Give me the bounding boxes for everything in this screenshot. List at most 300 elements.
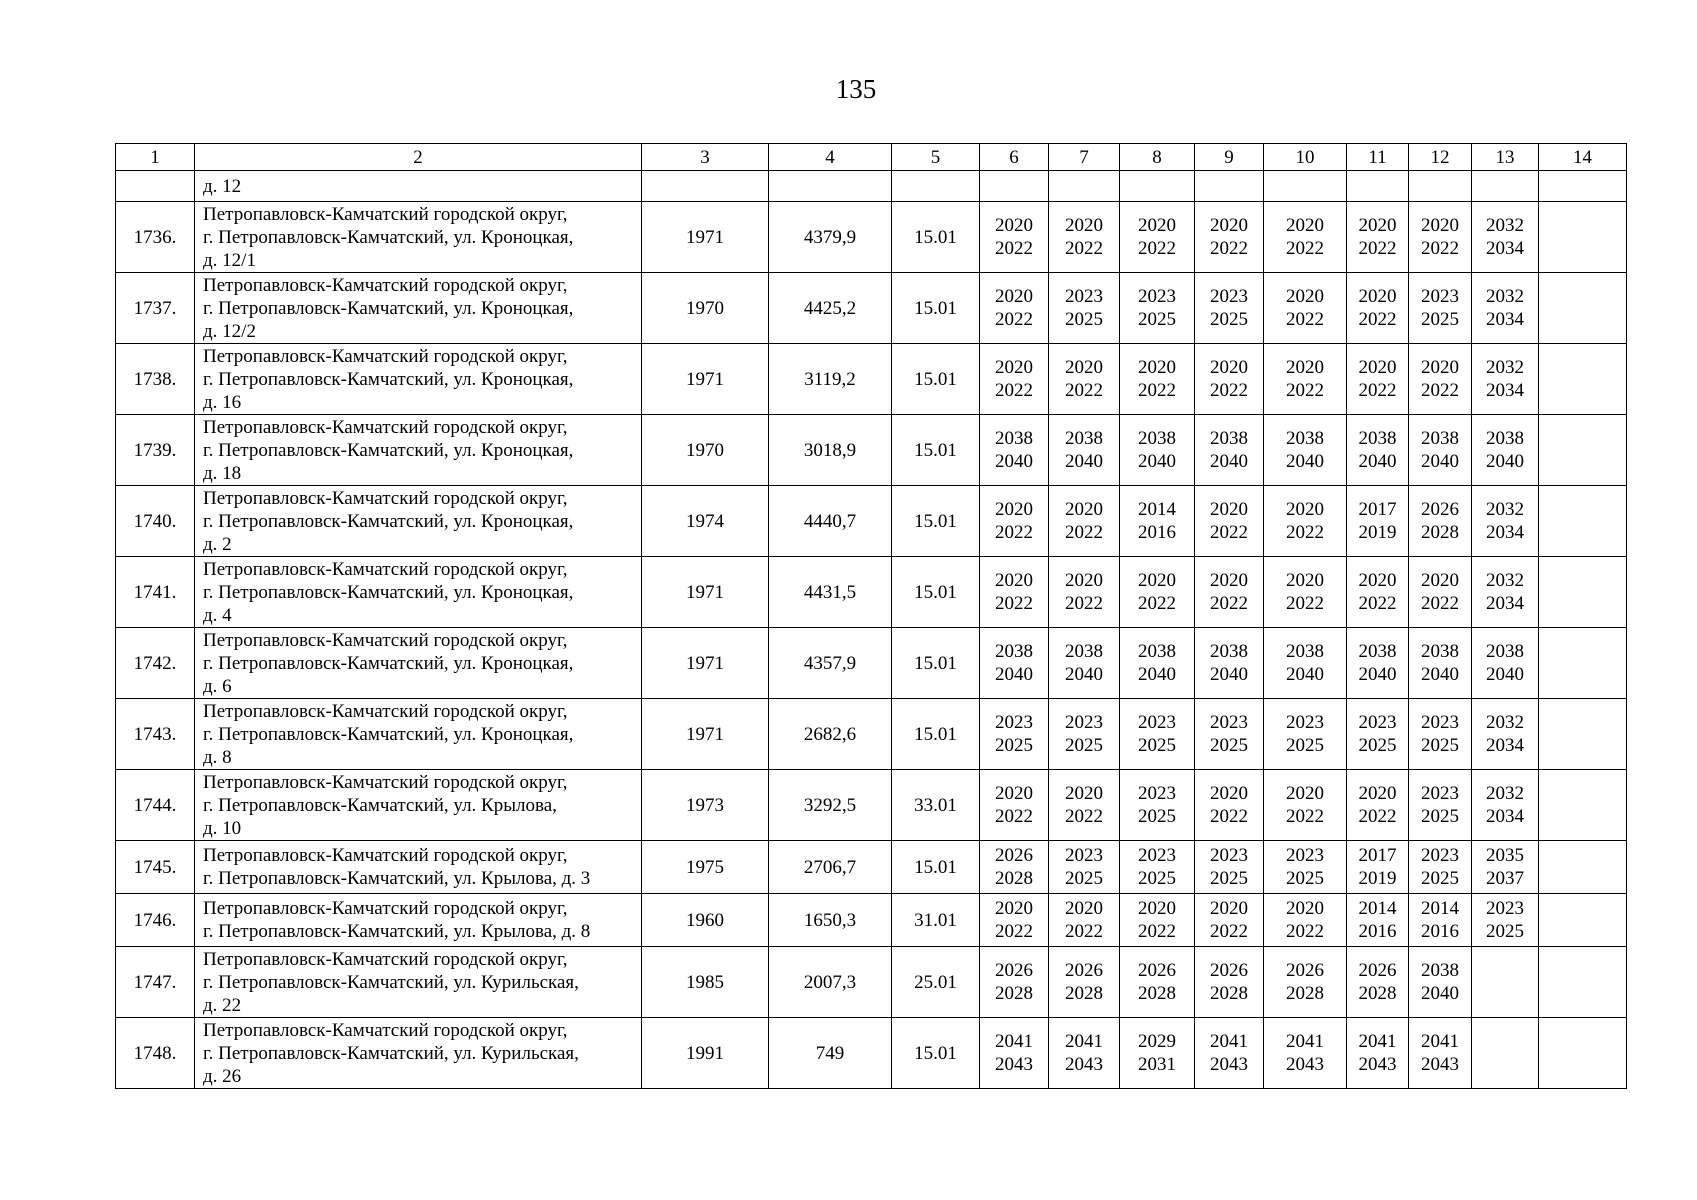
- period-end-year: 2022: [1358, 593, 1397, 614]
- period-cell: [1472, 770, 1539, 841]
- period-start-year: 2020: [1065, 898, 1103, 919]
- period-cell: [1120, 699, 1195, 770]
- empty-cell: [1347, 171, 1409, 202]
- row-number-cell: 1748.: [116, 1018, 195, 1089]
- period-cell: [1049, 415, 1120, 486]
- address-cell: [195, 415, 642, 486]
- period-cell: [1195, 273, 1264, 344]
- area-cell: 749: [769, 1018, 892, 1089]
- area-cell: 4440,7: [769, 486, 892, 557]
- period-start-year: 2020: [1286, 215, 1324, 236]
- period-cell: [1120, 486, 1195, 557]
- period-start-year: 2020: [995, 898, 1033, 919]
- period-start-year: 2020: [1358, 357, 1397, 378]
- period-end-year: 2043: [995, 1054, 1033, 1075]
- table-row: [116, 947, 1627, 1018]
- year-built-cell: 1971: [642, 557, 769, 628]
- code-cell: 15.01: [892, 628, 980, 699]
- period-cell: [980, 557, 1049, 628]
- period-cell: [1049, 202, 1120, 273]
- period-end-year: 2031: [1138, 1054, 1176, 1075]
- period-end-year: 2022: [1286, 309, 1324, 330]
- period-cell: [980, 273, 1049, 344]
- period-start-year: 2020: [1210, 783, 1248, 804]
- year-built-cell: 1975: [642, 841, 769, 894]
- row-number-cell: 1741.: [116, 557, 195, 628]
- table-row: [116, 770, 1627, 841]
- code-cell: 25.01: [892, 947, 980, 1018]
- row-number-cell: 1742.: [116, 628, 195, 699]
- period-end-year: 2022: [1421, 593, 1459, 614]
- period-end-year: 2022: [1358, 238, 1397, 259]
- address-line: д. 10: [203, 817, 242, 839]
- period-end-year: 2028: [995, 868, 1033, 889]
- period-end-year: 2028: [1286, 983, 1324, 1004]
- period-end-year: 2022: [1358, 309, 1397, 330]
- year-built-cell: 1971: [642, 344, 769, 415]
- column-header: 13: [1472, 144, 1539, 171]
- address-line: г. Петропавловск-Камчатский, ул. Кроноцкая,: [203, 439, 574, 461]
- period-start-year: 2020: [1210, 898, 1248, 919]
- period-end-year: 2043: [1358, 1054, 1397, 1075]
- period-cell: [980, 202, 1049, 273]
- period-end-year: 2037: [1486, 868, 1524, 889]
- period-start-year: 2032: [1486, 499, 1524, 520]
- period-cell: [1472, 415, 1539, 486]
- period-cell: [1539, 894, 1627, 947]
- period-cell: [1049, 841, 1120, 894]
- period-start-year: 2020: [1286, 783, 1324, 804]
- period-end-year: 2022: [1065, 806, 1103, 827]
- period-cell: [1120, 202, 1195, 273]
- address-line: Петропавловск-Камчатский городской округ,: [203, 771, 568, 793]
- code-cell: 15.01: [892, 486, 980, 557]
- period-start-year: 2020: [1210, 499, 1248, 520]
- period-cell: [980, 894, 1049, 947]
- period-end-year: 2022: [995, 806, 1033, 827]
- period-cell: [1472, 894, 1539, 947]
- period-end-year: 2022: [1210, 522, 1248, 543]
- period-end-year: 2025: [1210, 868, 1248, 889]
- period-cell: [1049, 486, 1120, 557]
- page-number: 135: [835, 74, 877, 104]
- period-start-year: 2017: [1358, 499, 1397, 520]
- period-cell: [980, 770, 1049, 841]
- row-number-cell: 1747.: [116, 947, 195, 1018]
- period-end-year: 2040: [1358, 664, 1397, 685]
- column-header: 7: [1049, 144, 1120, 171]
- period-cell: [1539, 947, 1627, 1018]
- period-cell: [1347, 486, 1409, 557]
- period-end-year: 2025: [1421, 806, 1459, 827]
- period-cell: [1264, 1018, 1347, 1089]
- period-end-year: 2022: [1358, 380, 1397, 401]
- period-end-year: 2040: [1421, 664, 1459, 685]
- period-end-year: 2040: [1421, 451, 1459, 472]
- period-end-year: 2025: [1421, 735, 1459, 756]
- period-start-year: 2041: [1065, 1031, 1103, 1052]
- address-line: Петропавловск-Камчатский городской округ,: [203, 487, 568, 509]
- period-start-year: 2020: [995, 783, 1033, 804]
- period-end-year: 2040: [1286, 451, 1324, 472]
- row-number-cell: 1744.: [116, 770, 195, 841]
- period-cell: [1472, 344, 1539, 415]
- period-start-year: 2032: [1486, 783, 1524, 804]
- period-start-year: 2023: [1065, 845, 1103, 866]
- period-end-year: 2022: [1138, 593, 1176, 614]
- address-line: г. Петропавловск-Камчатский, ул. Крылова, д. 3: [203, 868, 591, 889]
- period-end-year: 2040: [1210, 664, 1248, 685]
- period-cell: [1347, 841, 1409, 894]
- period-end-year: 2022: [995, 309, 1033, 330]
- address-line: Петропавловск-Камчатский городской округ,: [203, 948, 568, 970]
- period-start-year: 2020: [1138, 898, 1176, 919]
- period-start-year: 2035: [1486, 845, 1524, 866]
- table-row: [116, 699, 1627, 770]
- period-end-year: 2040: [1358, 451, 1397, 472]
- period-start-year: 2041: [995, 1031, 1033, 1052]
- period-cell: [1195, 947, 1264, 1018]
- period-cell: [1539, 273, 1627, 344]
- period-end-year: 2025: [995, 735, 1033, 756]
- code-cell: 31.01: [892, 894, 980, 947]
- period-start-year: 2032: [1486, 215, 1524, 236]
- period-start-year: 2038: [1210, 428, 1248, 449]
- period-cell: [1409, 628, 1472, 699]
- period-cell: [1264, 415, 1347, 486]
- period-start-year: 2023: [1421, 845, 1459, 866]
- column-header: 1: [116, 144, 195, 171]
- period-end-year: 2022: [1065, 921, 1103, 942]
- period-cell: [1049, 557, 1120, 628]
- period-cell: [1347, 344, 1409, 415]
- period-end-year: 2022: [1210, 921, 1248, 942]
- period-cell: [1409, 841, 1472, 894]
- period-end-year: 2019: [1358, 868, 1397, 889]
- period-end-year: 2025: [1421, 309, 1459, 330]
- period-cell: [1347, 628, 1409, 699]
- period-end-year: 2025: [1286, 868, 1324, 889]
- table-row: [116, 628, 1627, 699]
- period-end-year: 2040: [1286, 664, 1324, 685]
- code-cell: 33.01: [892, 770, 980, 841]
- column-header: 2: [195, 144, 642, 171]
- period-start-year: 2038: [1421, 428, 1459, 449]
- period-end-year: 2022: [995, 380, 1033, 401]
- address-line: г. Петропавловск-Камчатский, ул. Кроноцкая,: [203, 581, 574, 603]
- period-start-year: 2023: [1286, 712, 1324, 733]
- period-cell: [980, 841, 1049, 894]
- period-start-year: 2017: [1358, 845, 1397, 866]
- period-end-year: 2034: [1486, 806, 1524, 827]
- period-cell: [1120, 770, 1195, 841]
- year-built-cell: 1985: [642, 947, 769, 1018]
- period-cell: [1195, 1018, 1264, 1089]
- empty-cell: [1472, 171, 1539, 202]
- period-end-year: 2043: [1421, 1054, 1459, 1075]
- empty-cell: [980, 171, 1049, 202]
- period-end-year: 2034: [1486, 380, 1524, 401]
- period-cell: [1409, 770, 1472, 841]
- period-cell: [1539, 628, 1627, 699]
- period-start-year: 2014: [1138, 499, 1176, 520]
- address-line: д. 16: [203, 391, 242, 413]
- year-built-cell: 1973: [642, 770, 769, 841]
- column-header: 4: [769, 144, 892, 171]
- address-line: г. Петропавловск-Камчатский, ул. Кроноцкая,: [203, 723, 574, 745]
- period-end-year: 2043: [1210, 1054, 1248, 1075]
- period-start-year: 2038: [1421, 641, 1459, 662]
- table-row: [116, 557, 1627, 628]
- period-cell: [1264, 699, 1347, 770]
- address-cell: [195, 557, 642, 628]
- period-end-year: 2034: [1486, 593, 1524, 614]
- period-start-year: 2023: [1286, 845, 1324, 866]
- period-cell: [1049, 273, 1120, 344]
- code-cell: 15.01: [892, 699, 980, 770]
- period-cell: [1347, 947, 1409, 1018]
- period-cell: [1409, 894, 1472, 947]
- address-cell: [195, 947, 642, 1018]
- period-start-year: 2020: [1210, 357, 1248, 378]
- period-cell: [1409, 344, 1472, 415]
- period-start-year: 2023: [995, 712, 1033, 733]
- period-cell: [1195, 202, 1264, 273]
- period-cell: [1264, 557, 1347, 628]
- period-end-year: 2025: [1138, 868, 1176, 889]
- column-header: 10: [1264, 144, 1347, 171]
- period-end-year: 2025: [1065, 868, 1103, 889]
- period-cell: [1195, 557, 1264, 628]
- address-line: д. 4: [203, 604, 232, 626]
- area-cell: 2706,7: [769, 841, 892, 894]
- period-end-year: 2022: [1065, 593, 1103, 614]
- column-header: 9: [1195, 144, 1264, 171]
- address-line: д. 26: [203, 1065, 242, 1087]
- period-cell: [980, 344, 1049, 415]
- period-end-year: 2040: [1421, 983, 1459, 1004]
- period-start-year: 2023: [1210, 845, 1248, 866]
- area-cell: 3119,2: [769, 344, 892, 415]
- period-cell: [1409, 557, 1472, 628]
- address-line: г. Петропавловск-Камчатский, ул. Кроноцкая,: [203, 226, 574, 248]
- period-cell: [1264, 770, 1347, 841]
- period-start-year: 2020: [1065, 499, 1103, 520]
- table-row: [116, 202, 1627, 273]
- address-cell: [195, 202, 642, 273]
- area-cell: 2682,6: [769, 699, 892, 770]
- address-line: Петропавловск-Камчатский городской округ,: [203, 898, 568, 919]
- address-line: г. Петропавловск-Камчатский, ул. Кроноцкая,: [203, 652, 574, 674]
- period-end-year: 2028: [1210, 983, 1248, 1004]
- period-start-year: 2041: [1358, 1031, 1397, 1052]
- period-cell: [1195, 770, 1264, 841]
- table-row: [116, 273, 1627, 344]
- header-row: [116, 144, 1627, 171]
- column-header: 14: [1539, 144, 1627, 171]
- period-cell: [1049, 699, 1120, 770]
- period-cell: [1195, 841, 1264, 894]
- address-line: Петропавловск-Камчатский городской округ,: [203, 845, 568, 866]
- address-line: г. Петропавловск-Камчатский, ул. Кроноцкая,: [203, 510, 574, 532]
- period-cell: [1120, 344, 1195, 415]
- period-start-year: 2026: [995, 960, 1033, 981]
- period-end-year: 2016: [1421, 921, 1459, 942]
- period-cell: [1539, 415, 1627, 486]
- area-cell: 4357,9: [769, 628, 892, 699]
- empty-cell: [642, 171, 769, 202]
- period-cell: [1472, 486, 1539, 557]
- period-start-year: 2026: [1421, 499, 1459, 520]
- period-start-year: 2032: [1486, 357, 1524, 378]
- period-cell: [1409, 1018, 1472, 1089]
- period-start-year: 2041: [1421, 1031, 1459, 1052]
- period-end-year: 2022: [1210, 380, 1248, 401]
- period-cell: [1539, 1018, 1627, 1089]
- period-cell: [1195, 415, 1264, 486]
- address-cell: [195, 699, 642, 770]
- period-start-year: 2020: [995, 499, 1033, 520]
- period-end-year: 2022: [1421, 380, 1459, 401]
- period-cell: [1347, 770, 1409, 841]
- year-built-cell: 1970: [642, 273, 769, 344]
- period-cell: [1472, 699, 1539, 770]
- period-cell: [1264, 202, 1347, 273]
- period-start-year: 2038: [1486, 641, 1524, 662]
- period-start-year: 2020: [1138, 215, 1176, 236]
- address-line: г. Петропавловск-Камчатский, ул. Кроноцкая,: [203, 368, 574, 390]
- year-built-cell: 1971: [642, 699, 769, 770]
- period-start-year: 2023: [1065, 712, 1103, 733]
- period-cell: [1049, 1018, 1120, 1089]
- period-end-year: 2022: [995, 593, 1033, 614]
- period-cell: [1347, 894, 1409, 947]
- period-cell: [1472, 557, 1539, 628]
- period-cell: [1264, 841, 1347, 894]
- period-cell: [980, 1018, 1049, 1089]
- period-end-year: 2025: [1065, 309, 1103, 330]
- period-cell: [1409, 947, 1472, 1018]
- period-start-year: 2023: [1138, 783, 1176, 804]
- row-number-cell: 1736.: [116, 202, 195, 273]
- period-cell: [1347, 415, 1409, 486]
- period-end-year: 2022: [1421, 238, 1459, 259]
- period-end-year: 2040: [1486, 664, 1524, 685]
- period-start-year: 2020: [1065, 357, 1103, 378]
- period-end-year: 2022: [1286, 921, 1324, 942]
- period-start-year: 2041: [1286, 1031, 1324, 1052]
- period-start-year: 2029: [1138, 1031, 1176, 1052]
- continuation-row: [116, 171, 1627, 202]
- period-cell: [1264, 947, 1347, 1018]
- period-start-year: 2020: [1138, 357, 1176, 378]
- period-end-year: 2028: [1138, 983, 1176, 1004]
- period-end-year: 2034: [1486, 735, 1524, 756]
- period-end-year: 2022: [1358, 806, 1397, 827]
- period-cell: [1472, 202, 1539, 273]
- empty-cell: [116, 171, 195, 202]
- address-cell: [195, 628, 642, 699]
- period-end-year: 2028: [1421, 522, 1459, 543]
- period-start-year: 2020: [1286, 357, 1324, 378]
- address-cell: [195, 344, 642, 415]
- period-cell: [1120, 894, 1195, 947]
- period-end-year: 2016: [1358, 921, 1397, 942]
- period-start-year: 2020: [1358, 215, 1397, 236]
- row-number-cell: 1743.: [116, 699, 195, 770]
- period-cell: [1120, 415, 1195, 486]
- period-start-year: 2038: [1286, 641, 1324, 662]
- area-cell: 4425,2: [769, 273, 892, 344]
- address-cell: [195, 770, 642, 841]
- period-start-year: 2026: [1358, 960, 1397, 981]
- period-cell: [1472, 947, 1539, 1018]
- period-cell: [1120, 947, 1195, 1018]
- address-line: Петропавловск-Камчатский городской округ,: [203, 274, 568, 296]
- period-cell: [1049, 344, 1120, 415]
- period-start-year: 2020: [1286, 499, 1324, 520]
- period-cell: [1472, 1018, 1539, 1089]
- empty-cell: [892, 171, 980, 202]
- row-number-cell: 1737.: [116, 273, 195, 344]
- column-header: 12: [1409, 144, 1472, 171]
- address-line: Петропавловск-Камчатский городской округ,: [203, 345, 568, 367]
- address-line: д. 6: [203, 675, 232, 697]
- period-start-year: 2038: [1138, 641, 1176, 662]
- period-cell: [1195, 894, 1264, 947]
- period-cell: [1347, 273, 1409, 344]
- period-end-year: 2022: [1138, 380, 1176, 401]
- address-line: д. 8: [203, 746, 232, 768]
- year-built-cell: 1970: [642, 415, 769, 486]
- period-end-year: 2019: [1358, 522, 1397, 543]
- period-cell: [1539, 841, 1627, 894]
- period-cell: [1539, 344, 1627, 415]
- period-start-year: 2020: [1286, 898, 1324, 919]
- period-start-year: 2038: [1138, 428, 1176, 449]
- period-cell: [1264, 894, 1347, 947]
- table-row: [116, 415, 1627, 486]
- address-cell: [195, 841, 642, 894]
- period-cell: [1347, 202, 1409, 273]
- period-cell: [1409, 202, 1472, 273]
- period-cell: [980, 947, 1049, 1018]
- period-end-year: 2025: [1138, 309, 1176, 330]
- area-cell: 3018,9: [769, 415, 892, 486]
- address-line: д. 2: [203, 533, 232, 555]
- period-end-year: 2025: [1138, 735, 1176, 756]
- address-line: г. Петропавловск-Камчатский, ул. Курильская,: [203, 1042, 579, 1064]
- period-end-year: 2022: [1138, 238, 1176, 259]
- period-cell: [1539, 202, 1627, 273]
- period-start-year: 2038: [1358, 641, 1397, 662]
- period-start-year: 2023: [1210, 286, 1248, 307]
- address-line: д. 12/2: [203, 320, 256, 342]
- period-cell: [1347, 699, 1409, 770]
- period-end-year: 2022: [1286, 522, 1324, 543]
- period-start-year: 2023: [1210, 712, 1248, 733]
- column-header: 3: [642, 144, 769, 171]
- year-built-cell: 1974: [642, 486, 769, 557]
- row-number-cell: 1739.: [116, 415, 195, 486]
- period-cell: [1472, 628, 1539, 699]
- period-start-year: 2026: [1138, 960, 1176, 981]
- period-cell: [1347, 557, 1409, 628]
- period-start-year: 2038: [1421, 960, 1459, 981]
- period-end-year: 2028: [1065, 983, 1103, 1004]
- period-end-year: 2022: [995, 238, 1033, 259]
- period-start-year: 2038: [1065, 641, 1103, 662]
